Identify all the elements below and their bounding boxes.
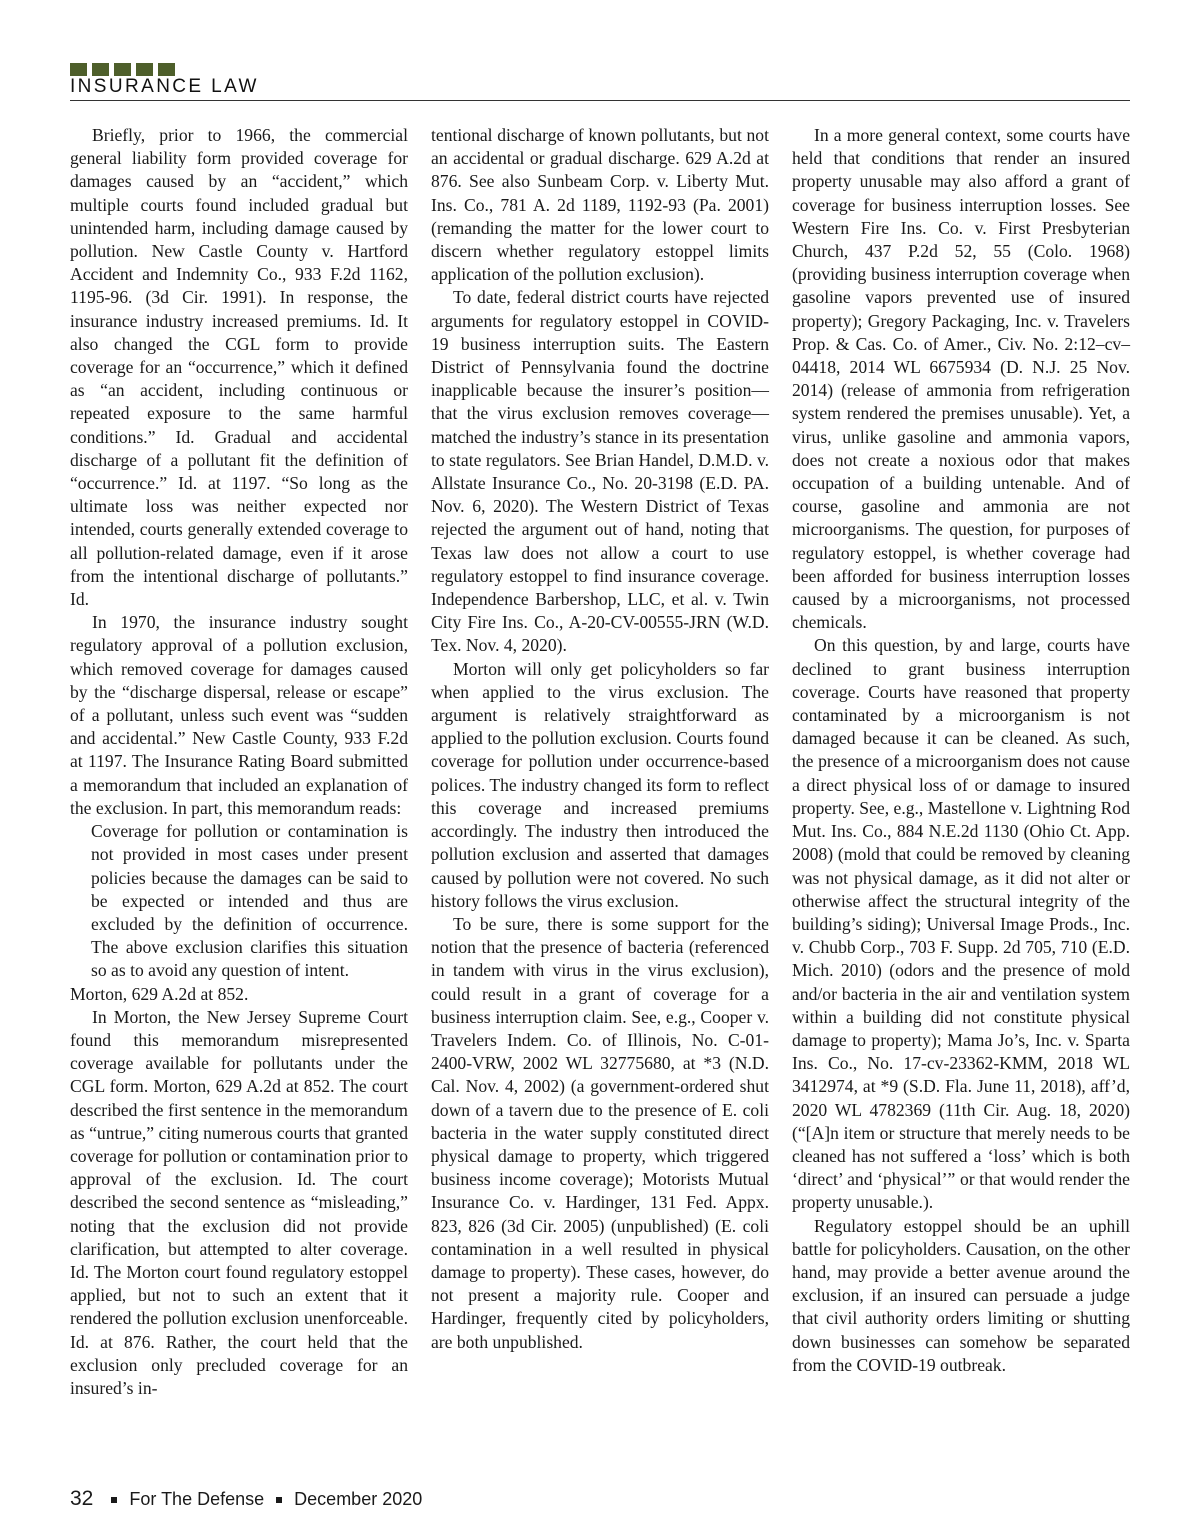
paragraph: In Morton, the New Jersey Supreme Court found this memorandum misrepresented coverage available for pollutants under the CGL form. Morton, 629 A.2d at 852. The court described the first sentence in the memorandum as “untrue,” citing numerous courts that granted coverage for pollution or contamination prior to approval of the exclusion. Id. The court described the second sentence as “misleading,” noting that the exclusion did not provide clarification, but attempted to alter coverage. Id. The Morton court found regulatory estoppel applied, but not to such an extent that it rendered the pollution exclusion unenforceable. Id. at 876. Rather, the court held that the exclusion only precluded coverage for an insured’s in- <box>70 1006 408 1398</box>
paragraph: Regulatory estoppel should be an uphill battle for policyholders. Causation, on the other hand, may provide a better avenue around the exclusion, if an insured can persuade a judge that civil authority orders limiting or shutting down businesses can somehow be separated from the COVID-19 outbreak. <box>792 1215 1130 1375</box>
section-squares-decoration <box>70 61 180 74</box>
square-icon <box>114 63 131 76</box>
paragraph-continued: tentional discharge of known pollutants, but not an accidental or gradual discharge. 629 A.2d at 876. See also Sunbeam Corp. v. Liberty Mut. Ins. Co., 781 A. 2d 1189, 1192-93 (Pa. 2001) (remanding the matter for the lower court to discern whether regulatory estoppel limits application of the pollution exclusion). <box>431 125 769 285</box>
paragraph: Morton will only get policyholders so far when applied to the virus exclusion. The argument is relatively straightforward as applied to the pollution exclusion. Courts found coverage for pollution under occurrence-based polices. The industry changed its form to reflect this coverage and increased premiums accordingly. The industry then introduced the pollution exclusion and asserted that damages caused by pollution were not covered. No such history follows the virus exclusion. <box>431 658 769 911</box>
paragraph: Briefly, prior to 1966, the commercial general liability form provided coverage for damages caused by an “accident,” which multiple courts found included gradual but unintended harm, including damage caused by pollution. New Castle County v. Hartford Accident and Indemnity Co., 933 F.2d 1162, 1195-96. (3d Cir. 1991). In response, the insurance industry increased premiums. Id. It also changed the CGL form to provide coverage for an “occurrence,” which it defined as “an accident, including continuous or repeated exposure to the same harmful conditions.” Id. Gradual and accidental discharge of a pollutant fit the definition of “occurrence.” Id. at 1197. “So long as the ultimate loss was neither expected nor intended, courts generally extended coverage to all pollution-related damage, even if it arose from the intentional discharge of pollutants.” Id. <box>70 125 408 610</box>
square-icon <box>92 63 109 76</box>
publication-name: For The Defense <box>129 1489 265 1509</box>
article-column-2 <box>431 124 769 1354</box>
article-column-3 <box>792 124 1130 1377</box>
paragraph: To be sure, there is some support for the notion that the presence of bacteria (referenced in tandem with virus in the virus exclusion), could result in a grant of coverage for a business interruption claim. See, e.g., Cooper v. Travelers Indem. Co. of Illinois, No. C-01-2400-VRW, 2002 WL 32775680, at *3 (N.D. Cal. Nov. 4, 2002) (a government-ordered shut down of a tavern due to the presence of E. coli bacteria in the water supply constituted direct physical damage to property, which triggered business income coverage); Motorists Mutual Insurance Co. v. Hardinger, 131 Fed. Appx. 823, 826 (3d Cir. 2005) (unpublished) (E. coli contamination in a well resulted in physical damage to property). These cases, however, do not present a majority rule. Cooper and Hardinger, frequently cited by policyholders, are both unpublished. <box>431 913 769 1352</box>
square-icon <box>158 63 175 76</box>
bullet-separator-icon <box>111 1497 117 1503</box>
square-icon <box>136 63 153 76</box>
paragraph: In a more general context, some courts have held that conditions that render an insured property unusable may also afford a grant of coverage for business interruption losses. See Western Fire Ins. Co. v. First Presbyterian Church, 437 P.2d 52, 55 (Colo. 1968) (providing business interruption coverage when gasoline vapors prevented use of insured property); Gregory Packaging, Inc. v. Travelers Prop. & Cas. Co. of Amer., Civ. No. 2:12–cv–04418, 2014 WL 6675934 (D. N.J. 25 Nov. 2014) (release of ammonia from refrigeration system rendered the premises unusable). Yet, a virus, unlike gasoline and ammonia vapors, does not create a noxious odor that makes occupation of a building untenable. And of course, gasoline and ammonia are not microorganisms. The question, for purposes of regulatory estoppel, is whether coverage had been afforded for business interruption losses caused by a microorganisms, not processed chemicals. <box>792 125 1130 633</box>
paragraph: To date, federal district courts have rejected arguments for regulatory estoppel in COVID-19 business interruption suits. The Eastern District of Pennsylvania found the doctrine inapplicable because the insurer’s position—that the virus exclusion removes coverage—matched the industry’s stance in its presentation to state regulators. See Brian Handel, D.M.D. v. Allstate Insurance Co., No. 20-3198 (E.D. PA. Nov. 6, 2020). The Western District of Texas rejected the argument out of hand, noting that Texas law does not allow a court to use regulatory estoppel to find insurance coverage. Independence Barbershop, LLC, et al. v. Twin City Fire Ins. Co., A-20-CV-00555-JRN (W.D. Tex. Nov. 4, 2020). <box>431 287 769 656</box>
paragraph: In 1970, the insurance industry sought regulatory approval of a pollution exclusion, which removed coverage for damages caused by the “discharge dispersal, release or escape” of a pollutant, unless such event was “sudden and accidental.” New Castle County, 933 F.2d at 1197. The Insurance Rating Board submitted a memorandum that included an explanation of the exclusion. In part, this memorandum reads: <box>70 612 408 818</box>
page-footer <box>70 1487 422 1511</box>
article-column-1 <box>70 124 408 1400</box>
header-divider <box>70 100 1130 101</box>
paragraph: On this question, by and large, courts have declined to grant business interruption coverage. Courts have reasoned that property contaminated by a microorganism is not damaged because it can be cleaned. As such, the presence of a microorganism does not cause a direct physical loss of or damage to insured property. See, e.g., Mastellone v. Lightning Rod Mut. Ins. Co., 884 N.E.2d 1130 (Ohio Ct. App. 2008) (mold that could be removed by cleaning was not physical damage, as it did not alter or otherwise affect the structural integrity of the building’s siding); Universal Image Prods., Inc. v. Chubb Corp., 703 F. Supp. 2d 705, 710 (E.D. Mich. 2010) (odors and the presence of mold and/or bacteria in the air and ventilation system within a building did not constitute physical damage to property); Mama Jo’s, Inc. v. Sparta Ins. Co., No. 17-cv-23362-KMM, 2018 WL 3412974, at *9 (S.D. Fla. June 11, 2018), aff’d, 2020 WL 4782369 (11th Cir. Aug. 18, 2020) (“[A]n item or structure that merely needs to be cleaned has not suffered a ‘loss’ which is both ‘direct’ and ‘physical’” or that would render the property unusable.). <box>792 635 1130 1213</box>
block-quote: Coverage for pollution or contamination is not provided in most cases under present policies because the damages can be said to be expected or intended and thus are excluded by the definition of occurrence. The above exclusion clarifies this situation so as to avoid any question of intent. <box>91 821 408 981</box>
issue-date: December 2020 <box>294 1489 423 1509</box>
section-label: INSURANCE LAW <box>70 76 259 97</box>
quote-citation: Morton, 629 A.2d at 852. <box>70 983 249 1004</box>
page-number: 32 <box>70 1487 94 1510</box>
bullet-separator-icon <box>276 1497 282 1503</box>
square-icon <box>70 63 87 76</box>
